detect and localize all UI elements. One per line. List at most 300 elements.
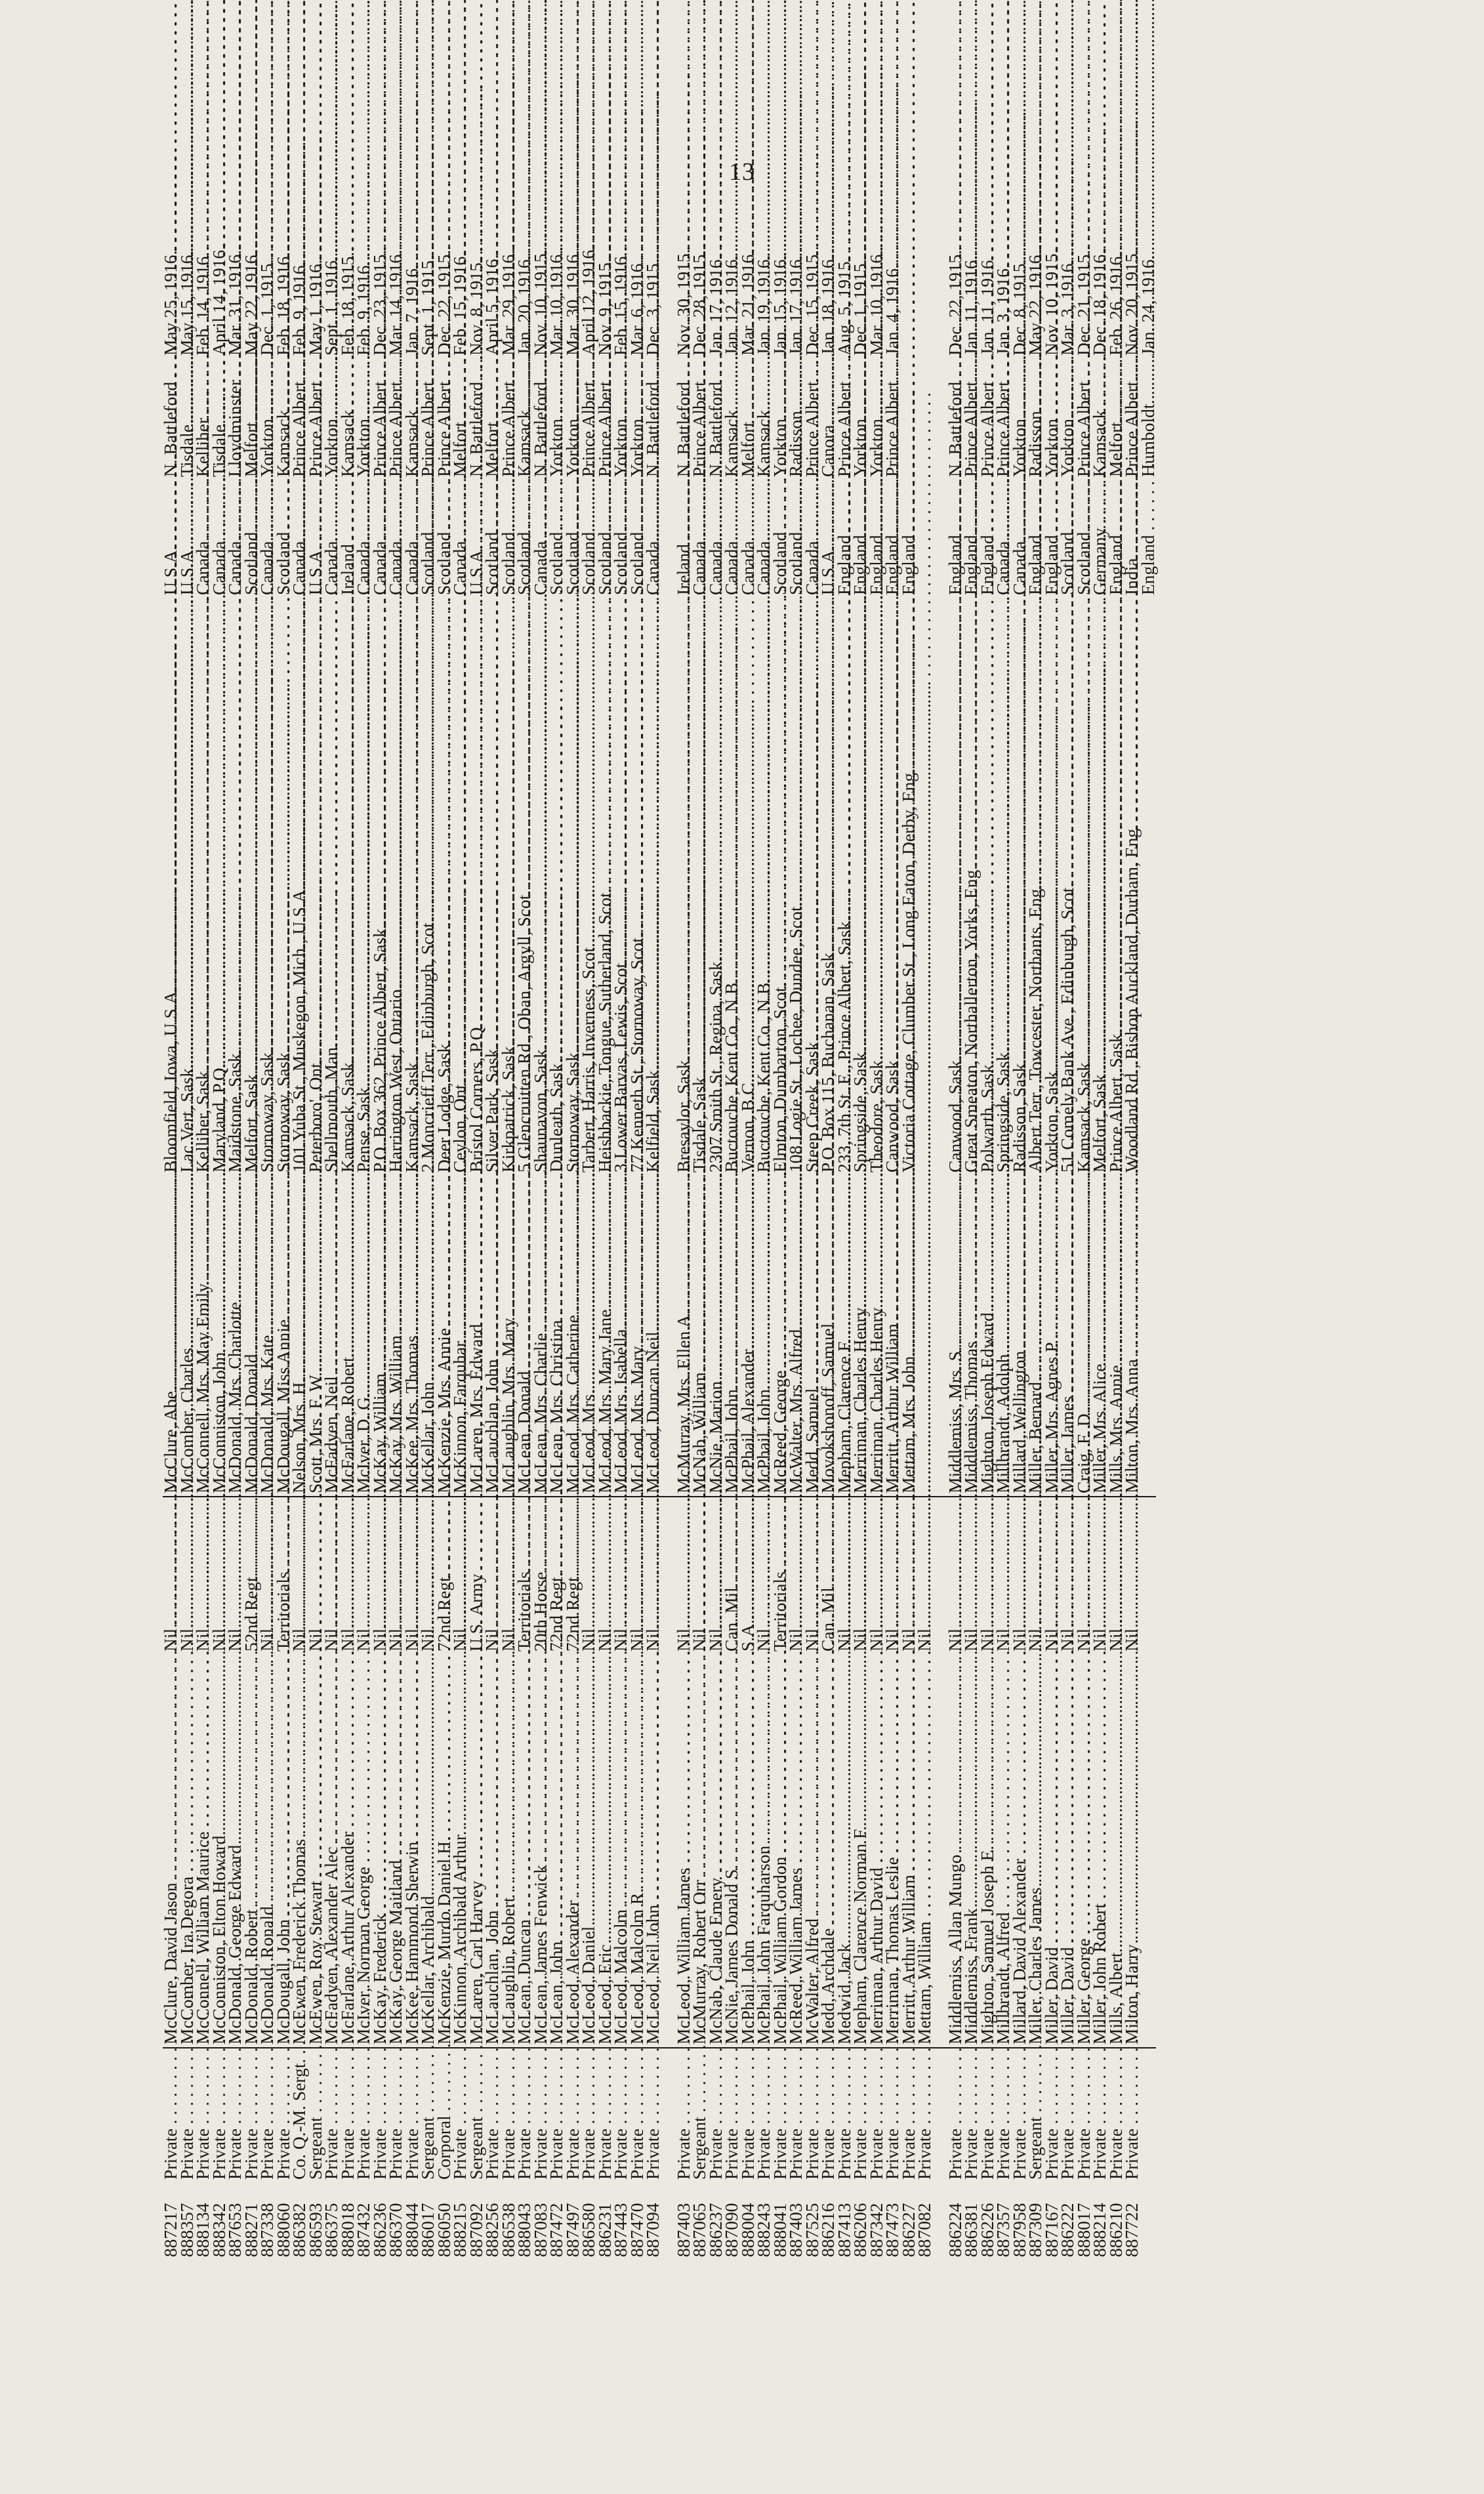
soldier-name: McPhail, William Gordon . . . [772, 1654, 789, 2048]
former-corps: Nil . . . [323, 1497, 340, 1654]
place-of-enlistment: Prince Albert . . . [836, 358, 853, 480]
place-of-enlistment: Kamsack . . . [404, 358, 421, 480]
place-of-enlistment: Prince Albert . . . [388, 358, 404, 480]
former-corps: Nil . . . [613, 1497, 629, 1654]
country-of-birth: England . . . [836, 480, 853, 598]
rank: Sergeant . . . [308, 2048, 324, 2182]
next-of-kin: McLean, Mrs. Charlie . . . [533, 1175, 549, 1497]
next-of-kin-address: Kamsack, Sask. . . . [1076, 598, 1092, 1175]
former-corps: Nil . . . [211, 1497, 228, 1654]
soldier-name: McEwen, Frederick Thomas . . . [291, 1654, 308, 2048]
next-of-kin: Mettam, Mrs. John . . . [901, 1175, 917, 1497]
next-of-kin: McLeod, Duncan Neil . . . [645, 1175, 661, 1497]
next-of-kin-address: Kirkpatrick, Sask. . . . [501, 598, 517, 1175]
next-of-kin: McNab, William . . . [691, 1175, 708, 1497]
regimental-number: 888215 [449, 2203, 470, 2257]
rank: Private . . . [676, 2048, 692, 2182]
regimental-number: 886381 [960, 2203, 981, 2257]
former-corps: Nil . . . [708, 1497, 724, 1654]
rank: Private . . . [484, 2048, 501, 2182]
rank: Private . . . [501, 2048, 517, 2182]
place-of-enlistment: N. Battleford . . . [468, 358, 485, 480]
former-corps: Nil . . . [597, 1497, 613, 1654]
regimental-number: 886226 [976, 2203, 997, 2257]
soldier-name: Mepham, Clarence Norman F. . . . [852, 1654, 869, 2048]
soldier-name: McLeod, Neil John . . . [645, 1654, 661, 2048]
next-of-kin: Craig, F. D. . . . [1076, 1175, 1092, 1497]
place-of-enlistment: Melfort . . . [740, 358, 756, 480]
soldier-name: Miller, David . . . [1044, 1654, 1060, 2048]
rank: Private . . . [740, 2048, 756, 2182]
rank: Private . . . [388, 2048, 404, 2182]
place-of-enlistment: N. Battleford . . . [533, 358, 549, 480]
date-of-enlistment: Feb. 15, 1916. [610, 251, 630, 356]
country-of-birth: U.S.A. . . . [820, 480, 836, 598]
date-of-enlistment: May 25, 1916. [160, 250, 180, 356]
place-of-enlistment: Kamsack . . . [756, 358, 772, 480]
next-of-kin-address: Melfort, Sask. . . . [243, 598, 260, 1175]
next-of-kin: Miller, Bernard . . . [1027, 1175, 1044, 1497]
page-number: 13 [729, 158, 755, 186]
date-of-enlistment: Mar. 29, 1916. [497, 249, 518, 356]
country-of-birth: Canada . . . [533, 480, 549, 598]
former-corps: Territorials . . . [516, 1497, 533, 1654]
next-of-kin-address: Buctouche, Kent Co., N.B. . . . [756, 598, 772, 1175]
soldier-name: McLean, Duncan . . . [516, 1654, 533, 2048]
table-row [645, 232, 661, 2260]
next-of-kin-address: Deer Lodge, Sask. . . . [436, 598, 453, 1175]
next-of-kin-address: Vernon, B.C. . . . [740, 598, 756, 1175]
table-row [1140, 232, 1157, 2260]
country-of-birth: England . . . [979, 480, 996, 598]
rank: Private . . . [772, 2048, 789, 2182]
rank: Private . . . [276, 2048, 292, 2182]
next-of-kin-address: Pense, Sask. . . . [356, 598, 372, 1175]
next-of-kin-address: Prince Albert, Sask. . . . [1108, 598, 1124, 1175]
soldier-name: Merritt, Arthur William . . . [901, 1654, 917, 2048]
country-of-birth: England . . . [1108, 480, 1124, 598]
rank: Private . . . [1044, 2048, 1060, 2182]
former-corps: Nil . . . [1027, 1497, 1044, 1654]
former-corps: Nil . . . [788, 1497, 804, 1654]
next-of-kin-address: Tarbert, Harris, Inverness, Scot. . . . [581, 598, 597, 1175]
place-of-enlistment: N. Battleford . . . [676, 358, 692, 480]
next-of-kin: McDonald, Mrs. Kate . . . [259, 1175, 276, 1497]
next-of-kin: McComber, Charles . . . [179, 1175, 196, 1497]
place-of-enlistment: Prince Albert . . . [436, 358, 453, 480]
country-of-birth: England . . . [901, 480, 917, 598]
soldier-name: McMurray, Robert Orr . . . [691, 1654, 708, 2048]
country-of-birth: Scotland . . . [1076, 480, 1092, 598]
next-of-kin: McNie, Marion . . . [708, 1175, 724, 1497]
soldier-name: Middlemiss, Allan Mungo . . . [947, 1654, 964, 2048]
soldier-name: McLauchlan, John . . . [484, 1654, 501, 2048]
place-of-enlistment: Radisson . . . [1027, 358, 1044, 480]
soldier-name: McPhail, John . . . [740, 1654, 756, 2048]
regimental-number: 887167 [1041, 2203, 1061, 2257]
country-of-birth: Canada . . . [404, 480, 421, 598]
regimental-number: 886382 [289, 2203, 309, 2257]
country-of-birth: Canada . . . [995, 480, 1012, 598]
date-of-enlistment: Jan. 17, 1916. [785, 255, 806, 356]
former-corps: Nil . . . [963, 1497, 979, 1654]
regimental-number [1140, 2182, 1157, 2260]
rank: Private . . . [708, 2048, 724, 2182]
former-corps: Nil . . . [917, 1497, 933, 1654]
country-of-birth: Canada . . . [708, 480, 724, 598]
next-of-kin-address: 2307 Smith St., Regina, Sask. . . . [708, 598, 724, 1175]
former-corps: Nil . . . [901, 1497, 917, 1654]
regimental-number: 888017 [1073, 2203, 1094, 2257]
place-of-enlistment: Kelliher . . . [195, 358, 211, 480]
date-of-enlistment: Feb. 9, 1916. [289, 260, 309, 356]
next-of-kin-address: P.O. Box 115, Buchanan, Sask. . . . [820, 598, 836, 1175]
regimental-number: 888044 [401, 2203, 422, 2257]
rank: Corporal . . . [436, 2048, 453, 2182]
date-of-enlistment: Feb. 14, 1916. [192, 251, 213, 356]
place-of-enlistment: Yorkton . . . [852, 358, 869, 480]
place-of-enlistment: Prince Albert . . . [691, 358, 708, 480]
place-of-enlistment: Yorkton . . . [1060, 358, 1076, 480]
date-of-enlistment: Mar. 3, 1916. [1057, 259, 1077, 356]
place-of-enlistment: Prince Albert . . . [1124, 358, 1140, 480]
next-of-kin: McPhail, John . . . [724, 1175, 740, 1497]
rank: Private . . . [533, 2048, 549, 2182]
soldier-name: McLean, James Fenwick . . . [533, 1654, 549, 2048]
rank: Private . . . [211, 2048, 228, 2182]
country-of-birth: England . . . [947, 480, 964, 598]
regimental-number: 888041 [769, 2203, 790, 2257]
place-of-enlistment: Prince Albert . . . [291, 358, 308, 480]
former-corps: Nil . . . [372, 1497, 388, 1654]
date-of-enlistment: Jan. 4, 1916. [882, 264, 902, 356]
regimental-number: 886370 [385, 2203, 405, 2257]
soldier-name: McLeod, Eric . . . [597, 1654, 613, 2048]
rank: Private . . . [452, 2048, 468, 2182]
regimental-number: 886210 [1105, 2203, 1126, 2257]
place-of-enlistment: Humboldt . . . [1140, 358, 1157, 480]
country-of-birth: Scotland . . . [276, 480, 292, 598]
date-of-enlistment: Dec. 22, 1915. [944, 249, 965, 356]
next-of-kin: McPhail, John . . . [756, 1175, 772, 1497]
country-of-birth: England . . . [1140, 480, 1157, 598]
rank: Private . . . [1076, 2048, 1092, 2182]
former-corps: Nil . . . [388, 1497, 404, 1654]
place-of-enlistment: Yorkton . . . [323, 358, 340, 480]
next-of-kin: McLauchlan, John . . . [484, 1175, 501, 1497]
former-corps: Nil . . . [852, 1497, 869, 1654]
regimental-number: 886375 [321, 2203, 341, 2257]
next-of-kin: Millard, Wellington . . . [1012, 1175, 1028, 1497]
former-corps: S.A. . . . [740, 1497, 756, 1654]
date-of-enlistment: Feb. 26, 1916. [1105, 251, 1126, 356]
country-of-birth: Scotland . . . [565, 480, 581, 598]
rank: Private . . . [613, 2048, 629, 2182]
place-of-enlistment: Yorkton . . . [772, 358, 789, 480]
soldier-name: Millbrandt, Alfred . . . [995, 1654, 1012, 2048]
country-of-birth: Canada . . . [724, 480, 740, 598]
regimental-number: 887525 [801, 2203, 822, 2257]
next-of-kin-address: Woodland Rd., Bishop Auckland, Durham, Eng. . . . [1124, 598, 1140, 1175]
table-row [917, 232, 933, 2260]
soldier-name: Merriman, Thomas Leslie . . . [884, 1654, 901, 2048]
date-of-enlistment: Jan. 12, 1916. [721, 255, 741, 356]
next-of-kin: McDougall, Miss Annie . . . [276, 1175, 292, 1497]
country-of-birth: Canada . . . [356, 480, 372, 598]
rank: Private . . . [179, 2048, 196, 2182]
regimental-number: 888214 [1089, 2203, 1109, 2257]
date-of-enlistment: Jan. 24, 1916. [1137, 255, 1158, 356]
next-of-kin: Movokshonoff, Samuel . . . [820, 1175, 836, 1497]
next-of-kin-address: Victoria Cottage, Clumber St., Long Eaton, Derby, Eng. . . . [901, 598, 917, 1175]
rank: Private . . . [1124, 2048, 1140, 2182]
soldier-name: McFarlane, Arthur Alexander . . . [340, 1654, 356, 2048]
regimental-number: 888271 [240, 2203, 261, 2257]
former-corps: Nil . . . [1092, 1497, 1108, 1654]
regimental-number: 888342 [208, 2203, 229, 2257]
former-corps: Nil . . . [1012, 1497, 1028, 1654]
country-of-birth: Canada . . . [323, 480, 340, 598]
country-of-birth: Scotland . . . [613, 480, 629, 598]
soldier-name [1140, 1654, 1157, 2048]
former-corps: Nil . . . [259, 1497, 276, 1654]
date-of-enlistment: April 14, 1916. [208, 245, 229, 356]
place-of-enlistment: N. Battleford . . . [163, 358, 179, 480]
next-of-kin: McConniston, John . . . [211, 1175, 228, 1497]
soldier-name: Miller, George . . . [1076, 1654, 1092, 2048]
next-of-kin-address: Stornoway, Sask. . . . [565, 598, 581, 1175]
regimental-number: 887403 [785, 2203, 806, 2257]
rank: Private . . . [163, 2048, 179, 2182]
former-corps: 72nd Regt. . . . [565, 1497, 581, 1654]
next-of-kin-address: Lac Vert, Sask. . . . [179, 598, 196, 1175]
country-of-birth: Scotland . . . [516, 480, 533, 598]
next-of-kin-address: Dunleath, Sask. . . . [548, 598, 565, 1175]
former-corps: 72nd Regt. . . . [548, 1497, 565, 1654]
rank: Private . . . [884, 2048, 901, 2182]
country-of-birth: Canada . . . [691, 480, 708, 598]
date-of-enlistment: Dec. 15, 1915. [801, 249, 822, 356]
rank: Private . . . [645, 2048, 661, 2182]
rank: Private . . . [259, 2048, 276, 2182]
rank: Private . . . [901, 2048, 917, 2182]
former-corps: Nil . . . [581, 1497, 597, 1654]
place-of-enlistment: N. Battleford . . . [645, 358, 661, 480]
rank: Private . . . [917, 2048, 933, 2182]
country-of-birth: Ireland . . . [340, 480, 356, 598]
place-of-enlistment: Prince Albert . . . [884, 358, 901, 480]
next-of-kin-address: 108 Logie St., Lochee, Dundee, Scot. . . . [788, 598, 804, 1175]
soldier-name: McNie, James Donald S. . . . [724, 1654, 740, 2048]
place-of-enlistment: Tisdale . . . [179, 358, 196, 480]
regimental-number: 887217 [160, 2203, 180, 2257]
country-of-birth: England . . . [869, 480, 885, 598]
regimental-number: 886050 [433, 2203, 454, 2257]
rank: Private . . . [836, 2048, 853, 2182]
soldier-name: McLaughlin, Robert . . . [501, 1654, 517, 2048]
next-of-kin-address: Canwood, Sask. . . . [884, 598, 901, 1175]
soldier-name: Mettam, William . . . [917, 1654, 933, 2048]
former-corps: Territorials . . . [772, 1497, 789, 1654]
next-of-kin: McKellar, John . . . [420, 1175, 436, 1497]
next-of-kin: McLeod, Mrs. Isabella . . . [613, 1175, 629, 1497]
next-of-kin: McKay, William . . . [372, 1175, 388, 1497]
place-of-enlistment: Kamsack . . . [340, 358, 356, 480]
next-of-kin: Mighton, Joseph Edward . . . [979, 1175, 996, 1497]
former-corps: 52nd Regt. . . . [243, 1497, 260, 1654]
regimental-number: 886580 [578, 2203, 598, 2257]
soldier-name: McKellar, Archibald . . . [420, 1654, 436, 2048]
regimental-number: 888134 [192, 2203, 213, 2257]
regimental-number: 887090 [721, 2203, 741, 2257]
date-of-enlistment: Nov. 9, 1915. [594, 258, 615, 356]
place-of-enlistment: Prince Albert . . . [372, 358, 388, 480]
regimental-number: 886216 [817, 2203, 838, 2257]
place-of-enlistment: Yorkton . . . [1012, 358, 1028, 480]
soldier-name: McDonald, Ronald . . . [259, 1654, 276, 2048]
date-of-enlistment: Jan. 17, 1916. [705, 255, 726, 356]
rank: Private . . . [804, 2048, 821, 2182]
date-of-enlistment: May 15, 1916. [176, 250, 197, 356]
place-of-enlistment: Radisson . . . [788, 358, 804, 480]
soldier-name: McReed, William James . . . [788, 1654, 804, 2048]
date-of-enlistment: Dec. 23, 1915. [369, 249, 390, 356]
former-corps: Nil . . . [995, 1497, 1012, 1654]
next-of-kin: Miller, Mrs. Alice . . . [1092, 1175, 1108, 1497]
date-of-enlistment: Jan. 15, 1916. [769, 255, 790, 356]
next-of-kin-address: 233, 7th St. E., Prince Albert, Sask. . . . [836, 598, 853, 1175]
place-of-enlistment: Yorkton . . . [613, 358, 629, 480]
date-of-enlistment: Dec. 28, 1915. [689, 249, 709, 356]
roll-body [160, 232, 1158, 2260]
next-of-kin-address: 101 Yuba St., Muskegon, Mich., U.S.A. . . . [291, 598, 308, 1175]
date-of-enlistment: Jan. 19, 1916. [753, 255, 773, 356]
regimental-number: 887473 [882, 2203, 902, 2257]
next-of-kin [1140, 1175, 1157, 1497]
soldier-name: McDougall, John . . . [276, 1654, 292, 2048]
date-of-enlistment: Dec. 21, 1915. [1073, 249, 1094, 356]
rank: Sergeant . . . [1027, 2048, 1044, 2182]
rank: Private . . . [340, 2048, 356, 2182]
date-of-enlistment: May 22, 1916. [240, 250, 261, 356]
country-of-birth: U.S.A. . . . [179, 480, 196, 598]
regimental-number: 888004 [737, 2203, 758, 2257]
next-of-kin: Mills, Mrs. Annie . . . [1108, 1175, 1124, 1497]
former-corps: Nil . . . [1108, 1497, 1124, 1654]
next-of-kin-address: Theodore, Sask. . . . [869, 598, 885, 1175]
country-of-birth: India . . . [1124, 480, 1140, 598]
rank: Co. Q.-M. Sergt. . . . [291, 2048, 308, 2182]
soldier-name: McWalter, Alfred . . . [804, 1654, 821, 2048]
soldier-name: McLean, John . . . [548, 1654, 565, 2048]
rank: Private . . . [947, 2048, 964, 2182]
former-corps: Nil . . . [1076, 1497, 1092, 1654]
next-of-kin: McDonald, Mrs. Charlotte . . . [227, 1175, 243, 1497]
rank: Private . . . [995, 2048, 1012, 2182]
former-corps: Nil . . . [676, 1497, 692, 1654]
former-corps: Nil . . . [836, 1497, 853, 1654]
former-corps: Nil . . . [484, 1497, 501, 1654]
rank: Private . . . [852, 2048, 869, 2182]
regimental-number: 887497 [562, 2203, 583, 2257]
next-of-kin-address: 77 Kenneth St., Stornoway, Scot. . . . [629, 598, 646, 1175]
country-of-birth: England . . . [852, 480, 869, 598]
date-of-enlistment: May 22, 1916. [1025, 250, 1045, 356]
regimental-number: 888043 [514, 2203, 534, 2257]
former-corps: Nil . . . [340, 1497, 356, 1654]
regimental-number: 886222 [1057, 2203, 1077, 2257]
soldier-name: McKay, Frederick . . . [372, 1654, 388, 2048]
country-of-birth: Scotland . . . [420, 480, 436, 598]
regimental-number: 887472 [546, 2203, 566, 2257]
date-of-enlistment: Feb. 15, 1916. [449, 251, 470, 356]
former-corps: 72nd Regt. . . . [436, 1497, 453, 1654]
rank: Sergeant . . . [691, 2048, 708, 2182]
next-of-kin: McLeod, Mrs. . . . [581, 1175, 597, 1497]
date-of-enlistment: Jan. 11, 1916. [960, 255, 981, 356]
date-of-enlistment: Feb. 18, 1916. [272, 251, 293, 356]
date-of-enlistment: Jan. 3, 1916. [993, 264, 1013, 356]
place-of-enlistment: Kamsack . . . [1092, 358, 1108, 480]
place-of-enlistment: Melfort . . . [484, 358, 501, 480]
former-corps: Nil . . . [629, 1497, 646, 1654]
soldier-name: Mills, Albert . . . [1108, 1654, 1124, 2048]
next-of-kin-address: 5 Glencruitten Rd., Oban, Argyll, Scot. . . . [516, 598, 533, 1175]
country-of-birth: U.S.A. . . . [163, 480, 179, 598]
place-of-enlistment: Prince Albert . . . [963, 358, 979, 480]
soldier-name: McLeod, Daniel . . . [581, 1654, 597, 2048]
rank [1140, 2048, 1157, 2182]
next-of-kin-address: Stornoway, Sask. . . . [259, 598, 276, 1175]
nominal-roll-table [160, 232, 1158, 2260]
date-of-enlistment: Mar. 6, 1916. [626, 259, 647, 356]
country-of-birth: Scotland . . . [501, 480, 517, 598]
next-of-kin-address: Harrington West, Ontario . . . [388, 598, 404, 1175]
country-of-birth: Canada . . . [291, 480, 308, 598]
former-corps: Nil . . . [869, 1497, 885, 1654]
next-of-kin-address: Steep Creek, Sask. . . . [804, 598, 821, 1175]
soldier-name: McLaren, Carl Harvey . . . [468, 1654, 485, 2048]
country-of-birth: Canada . . . [804, 480, 821, 598]
regimental-number: 887338 [257, 2203, 277, 2257]
country-of-birth: Canada . . . [645, 480, 661, 598]
former-corps: Nil . . . [1060, 1497, 1076, 1654]
soldier-name: McDonald, Robert . . . [243, 1654, 260, 2048]
former-corps: Can. Mil. . . . [724, 1497, 740, 1654]
soldier-name: McKay, George Maitland . . . [388, 1654, 404, 2048]
soldier-name: McPhail, John Farquharson . . . [756, 1654, 772, 2048]
next-of-kin-address: Great Smeaton, Northallerton, Yorks, Eng. . . . [963, 598, 979, 1175]
next-of-kin-address: Springside, Sask. . . . [852, 598, 869, 1175]
rank: Private . . . [227, 2048, 243, 2182]
date-of-enlistment: Feb. 18, 1915. [337, 251, 358, 356]
regimental-number: 887094 [642, 2203, 663, 2257]
soldier-name: McComber, Ira Degora . . . [179, 1654, 196, 2048]
next-of-kin-address: Heishbackie, Tongue, Sutherland, Scot. . . . [597, 598, 613, 1175]
next-of-kin: McLeod, Mrs. Mary Jane . . . [597, 1175, 613, 1497]
regimental-number: 887958 [1008, 2203, 1029, 2257]
next-of-kin: McKenzie, Mrs. Annie . . . [436, 1175, 453, 1497]
place-of-enlistment: Yorkton . . . [356, 358, 372, 480]
date-of-enlistment: Mar. 30, 1916. [562, 249, 583, 356]
next-of-kin-address: Kelfield, Sask. . . . [645, 598, 661, 1175]
regimental-number: 887092 [465, 2203, 486, 2257]
country-of-birth: Canada . . . [259, 480, 276, 598]
country-of-birth: England . . . [884, 480, 901, 598]
next-of-kin: McWalter, Mrs. Alfred . . . [788, 1175, 804, 1497]
place-of-enlistment: Yorkton . . . [548, 358, 565, 480]
place-of-enlistment: Yorkton . . . [259, 358, 276, 480]
